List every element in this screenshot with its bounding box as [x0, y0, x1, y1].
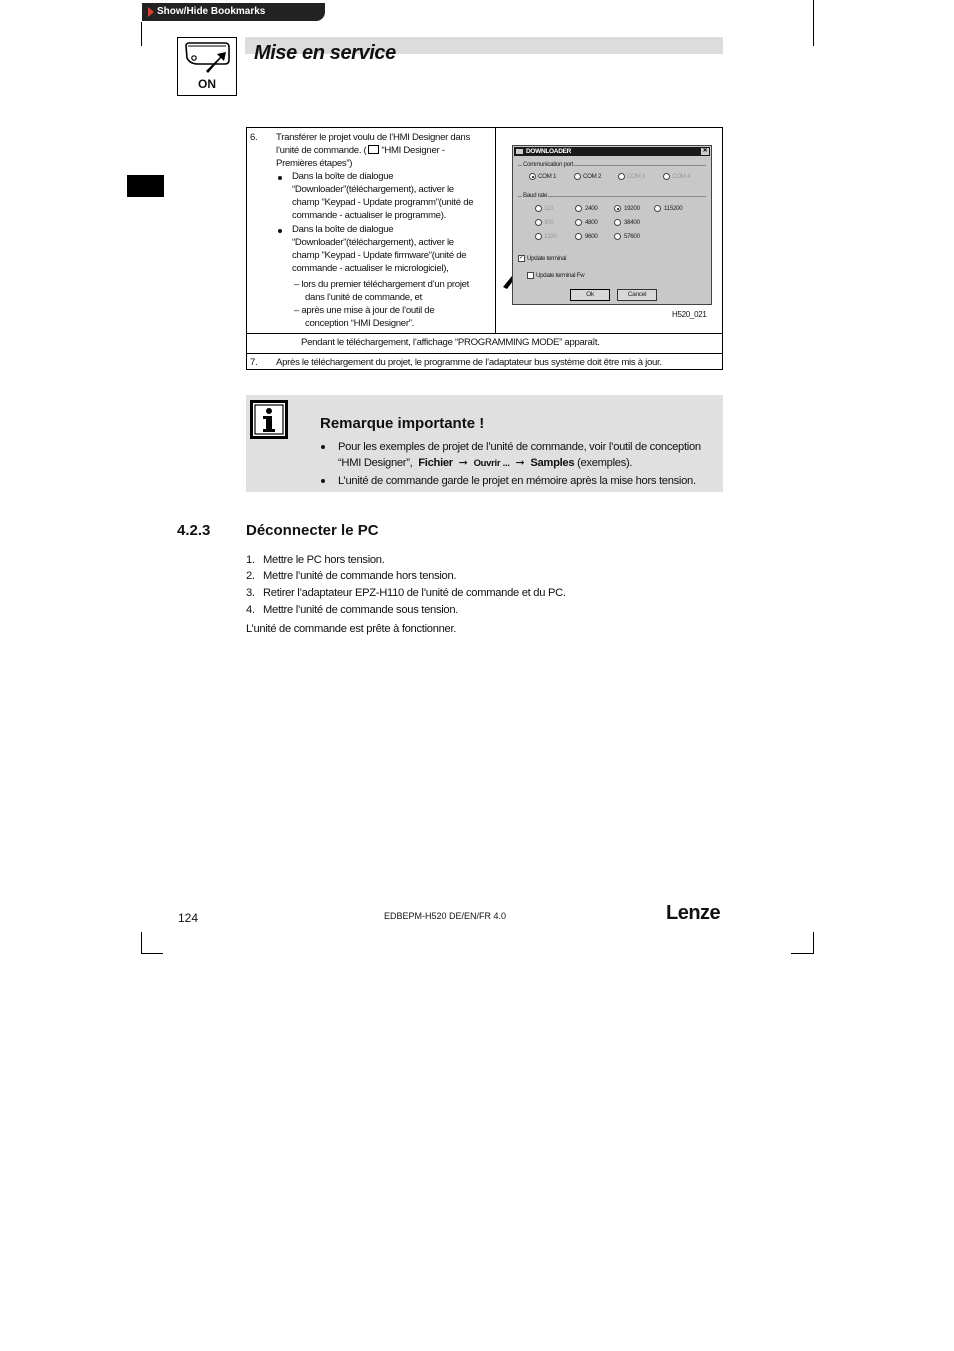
radio-com4[interactable] — [663, 173, 670, 180]
radio-label: COM 1 — [538, 173, 557, 180]
text-line: “Downloader”(téléchargement), activer le — [292, 237, 454, 248]
text-line: – après une mise à jour de l’outil de — [294, 305, 435, 316]
text-line: Dans la boîte de dialogue — [292, 224, 394, 235]
list-text: Mettre l’unité de commande sous tension. — [263, 604, 459, 616]
crop-mark — [141, 953, 163, 954]
document-id: EDBEPM-H520 DE/EN/FR 4.0 — [384, 911, 507, 921]
page-number: 124 — [178, 911, 199, 925]
arrow-right-icon: ➞ — [515, 457, 525, 469]
group-label: Communication port — [523, 161, 573, 168]
crop-mark — [813, 0, 814, 46]
brand-logo: Lenze — [666, 902, 721, 924]
list-item — [246, 604, 459, 616]
list-text: Retirer l’adaptateur EPZ-H110 de l’unité de commande et du PC. — [263, 587, 566, 599]
bullet-icon — [321, 479, 325, 483]
power-switch-icon — [177, 37, 237, 96]
radio-label: 9600 — [585, 233, 598, 240]
text-line — [338, 455, 701, 472]
list-text: Mettre l’unité de commande hors tension. — [263, 570, 457, 582]
list-number: 1. — [246, 554, 255, 566]
text-fragment: “HMI Designer”, — [338, 457, 413, 469]
radio-com1[interactable] — [529, 173, 536, 180]
radio-baud[interactable] — [575, 219, 582, 226]
comm-port-group — [518, 161, 706, 168]
checkbox-label: Update terminal Fw — [536, 272, 585, 279]
text-fragment: (exemples). — [577, 457, 633, 469]
radio-label: 2400 — [585, 205, 598, 212]
update-terminal-fw-checkbox[interactable] — [527, 272, 534, 279]
list-number: 2. — [246, 570, 255, 582]
dialog-title: DOWNLOADER — [526, 148, 572, 155]
on-label: ON — [198, 77, 216, 91]
step-7-text: Après le téléchargement du projet, le programme de l’adaptateur bus système doit être mis à jour. — [276, 357, 662, 368]
menu-fichier: Fichier — [418, 457, 453, 469]
radio-baud[interactable] — [535, 219, 542, 226]
arrow-right-icon: ➞ — [458, 457, 468, 469]
bullet-icon — [278, 176, 282, 180]
radio-com3[interactable] — [618, 173, 625, 180]
baud-rate-group — [518, 192, 706, 199]
text-fragment: l’unité de commande. ( — [276, 145, 367, 156]
text-line: Pour les exemples de projet de l’unité de commande, voir l’outil de conception — [338, 441, 701, 453]
menu-samples: Samples — [530, 457, 575, 469]
text-line: Premières étapes”) — [276, 158, 353, 169]
bookmark-tab-label: Show/Hide Bookmarks — [157, 6, 266, 17]
crop-mark — [813, 932, 814, 954]
update-terminal-checkbox[interactable]: ✓ — [519, 255, 524, 261]
radio-label: 300 — [544, 219, 554, 226]
checkbox-label: Update terminal — [527, 255, 567, 262]
dialog-titlebar — [514, 147, 710, 156]
text-line: champ ”Keypad - Update firmware”(unité de — [292, 250, 467, 261]
table-divider — [495, 128, 496, 333]
menu-ouvrir: Ouvrir ... — [473, 458, 510, 469]
list-item — [246, 554, 385, 566]
radio-baud[interactable] — [614, 233, 621, 240]
radio-baud-selected[interactable] — [614, 205, 621, 212]
section-heading: Déconnecter le PC — [246, 522, 379, 539]
text-fragment: “HMI Designer - — [381, 145, 445, 156]
group-label: Baud rate — [523, 192, 548, 199]
list-number: 3. — [246, 587, 255, 599]
step-number: 6. — [250, 132, 258, 143]
text-line: champ ”Keypad - Update programm”(unité de — [292, 197, 474, 208]
dash-text — [294, 278, 469, 330]
bullet-text — [292, 170, 473, 222]
closing-text: L’unité de commande est prête à fonctionner. — [246, 623, 457, 635]
radio-label: 1200 — [544, 233, 557, 240]
radio-baud[interactable] — [575, 233, 582, 240]
radio-baud[interactable] — [614, 219, 621, 226]
figure-label: H520_021 — [672, 310, 707, 319]
show-hide-bookmarks-button[interactable] — [142, 3, 325, 21]
info-icon — [250, 400, 288, 440]
cancel-button[interactable]: Cancel — [617, 289, 657, 301]
app-icon — [516, 149, 523, 154]
radio-baud[interactable] — [575, 205, 582, 212]
radio-label: 38400 — [624, 219, 640, 226]
crop-mark — [141, 932, 142, 954]
step-6-text — [276, 131, 470, 170]
triangle-right-icon — [148, 7, 154, 17]
radio-label: COM 4 — [672, 173, 691, 180]
table-divider — [247, 333, 722, 334]
close-button[interactable]: ✕ — [702, 148, 708, 154]
text-line: “Downloader”(téléchargement), activer le — [292, 184, 454, 195]
bullet-text — [292, 223, 466, 275]
text-line: dans l’unité de commande, et — [305, 292, 422, 303]
list-number: 4. — [246, 604, 255, 616]
table-divider — [247, 353, 722, 354]
text-line: commande - actualiser le micrologiciel), — [292, 263, 449, 274]
downloader-dialog — [512, 145, 712, 305]
bullet-icon — [278, 229, 282, 233]
list-item — [246, 587, 566, 599]
radio-baud[interactable] — [654, 205, 661, 212]
list-item — [246, 570, 457, 582]
radio-label: COM 3 — [627, 173, 646, 180]
radio-label: 4800 — [585, 219, 598, 226]
radio-label: 57600 — [624, 233, 640, 240]
text-line: Dans la boîte de dialogue — [292, 171, 394, 182]
radio-baud[interactable] — [535, 233, 542, 240]
page-title: Mise en service — [254, 42, 396, 64]
bullet-icon — [321, 445, 325, 449]
radio-label: COM 2 — [583, 173, 602, 180]
radio-com2[interactable] — [574, 173, 581, 180]
chapter-thumb-tab — [127, 175, 164, 197]
radio-label: 115200 — [664, 205, 683, 212]
note-bullet-1 — [338, 439, 701, 472]
text-line: Transférer le projet voulu de l’HMI Designer dans — [276, 132, 470, 143]
step-number: 7. — [250, 357, 258, 368]
section-number: 4.2.3 — [177, 522, 211, 539]
radio-label: 19200 — [624, 205, 640, 212]
text-line — [276, 144, 470, 157]
note-bullet-2: L’unité de commande garde le projet en mémoire après la mise hors tension. — [338, 475, 696, 487]
step-6-note: Pendant le téléchargement, l’affichage “PROGRAMMING MODE” apparaît. — [301, 337, 600, 348]
note-title: Remarque importante ! — [320, 415, 485, 432]
book-icon — [368, 145, 379, 154]
list-text: Mettre le PC hors tension. — [263, 554, 385, 566]
crop-mark — [791, 953, 814, 954]
radio-label: 110 — [544, 205, 553, 212]
text-line: commande - actualiser le programme). — [292, 210, 446, 221]
crop-mark — [141, 22, 142, 46]
radio-baud[interactable] — [535, 205, 542, 212]
ok-button[interactable]: Ok — [570, 289, 610, 301]
text-line: conception “HMI Designer”. — [305, 318, 414, 329]
text-line: – lors du premier téléchargement d’un projet — [294, 279, 470, 290]
